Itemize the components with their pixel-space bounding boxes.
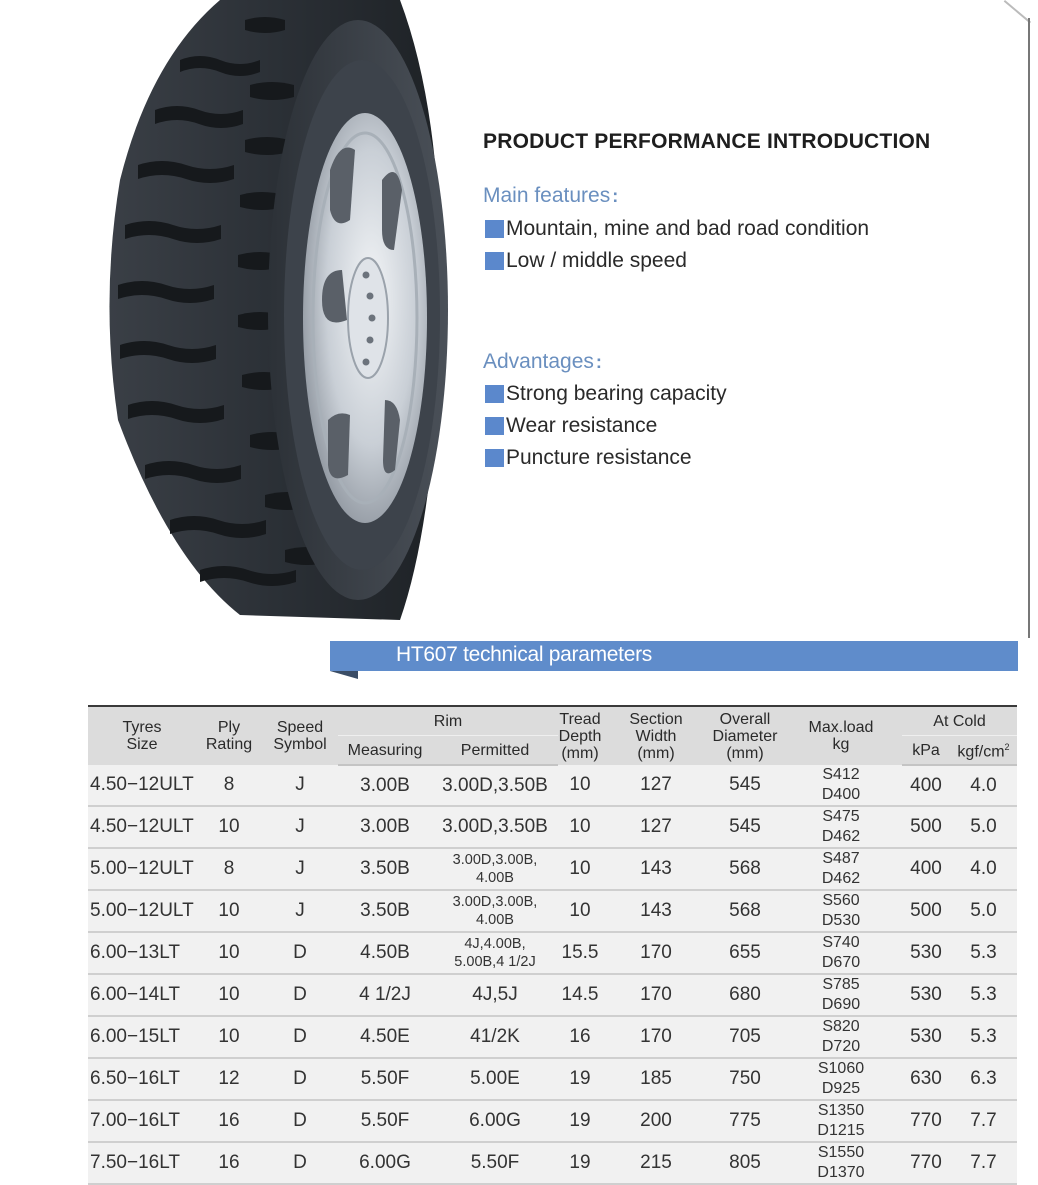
advantage-item: [485, 446, 692, 470]
cell-rim-permitted: [432, 1100, 558, 1142]
cell-rim-permitted: [432, 890, 558, 932]
cell-max-load-line: S785: [822, 976, 860, 993]
main-features-label-text: Main features: [483, 184, 611, 207]
cell-max-load-line: D670: [821, 954, 861, 971]
cell-tyres-size: 7.50−16LT: [88, 1142, 196, 1184]
cell-overall-diameter: 568: [710, 890, 780, 932]
cell-max-load-line: D1370: [817, 1164, 865, 1181]
table-row: [88, 848, 1017, 890]
tyre-illustration-icon: [100, 0, 450, 625]
cell-tread-depth: 15.5: [558, 932, 602, 974]
cell-rim-permitted-line: 5.00B,4 1/2J: [454, 954, 536, 970]
cell-max-load: [780, 932, 902, 974]
header-rim-permitted: Permitted: [432, 736, 558, 766]
cell-rim-permitted-line: 3.00D,3.50B: [442, 774, 548, 796]
cell-overall-diameter: 750: [710, 1058, 780, 1100]
cell-kgf: 5.0: [950, 890, 1017, 932]
cell-speed-symbol: D: [262, 974, 338, 1016]
header-text: Rating: [205, 736, 253, 753]
cell-tyres-size: 5.00−12ULT: [88, 848, 196, 890]
advantage-item-text: Strong bearing capacity: [506, 382, 727, 405]
cell-max-load: [780, 1016, 902, 1058]
cell-tread-depth: 14.5: [558, 974, 602, 1016]
cell-max-load-line: S1350: [817, 1102, 865, 1119]
header-text: Depth: [558, 727, 602, 745]
technical-parameters-table: [88, 705, 1017, 1185]
cell-overall-diameter: 805: [710, 1142, 780, 1184]
cell-speed-symbol: D: [262, 1016, 338, 1058]
header-ply-rating: [196, 706, 262, 765]
cell-kpa: 530: [902, 974, 950, 1016]
cell-ply-rating: 8: [196, 848, 262, 890]
cell-rim-permitted-line: 5.00E: [470, 1068, 520, 1089]
table-row: [88, 890, 1017, 932]
cell-max-load: [780, 1058, 902, 1100]
header-text: Overall: [719, 710, 771, 728]
header-text: Width: [635, 727, 677, 745]
cell-max-load-line: S475: [822, 808, 860, 825]
cell-kpa: 530: [902, 1016, 950, 1058]
cell-rim-permitted-line: 6.00G: [469, 1110, 521, 1131]
cell-max-load-line: D690: [821, 996, 861, 1013]
cell-ply-rating: 10: [196, 1016, 262, 1058]
cell-overall-diameter: 568: [710, 848, 780, 890]
table-row: [88, 1142, 1017, 1184]
cell-kpa: 400: [902, 848, 950, 890]
cell-kpa: 770: [902, 1100, 950, 1142]
header-text: kgf/cm: [957, 743, 1005, 761]
cell-speed-symbol: J: [262, 848, 338, 890]
header-text: Tyres: [122, 719, 162, 736]
header-text: kg: [832, 736, 850, 753]
cell-max-load-line: D462: [821, 828, 861, 845]
feature-item-text: Mountain, mine and bad road condition: [506, 217, 870, 240]
header-text: Tread: [559, 710, 601, 728]
cell-rim-permitted-line: 4.00B: [476, 870, 514, 886]
header-text: Section: [629, 710, 683, 728]
cell-max-load: [780, 806, 902, 848]
header-text: Size: [126, 736, 158, 753]
section-title-ribbon: [330, 641, 1018, 671]
table-row: [88, 932, 1017, 974]
cell-ply-rating: 16: [196, 1142, 262, 1184]
cell-rim-permitted: [432, 765, 558, 806]
cell-rim-measuring: 5.50F: [338, 1100, 432, 1142]
cell-rim-permitted-line: 4J,4.00B,: [464, 936, 526, 952]
header-tread-depth: [558, 706, 602, 765]
header-max-load: [780, 706, 902, 765]
cell-kgf: 7.7: [950, 1142, 1017, 1184]
header-text: Symbol: [273, 736, 327, 753]
cell-tread-depth: 10: [558, 765, 602, 806]
cell-kgf: 7.7: [950, 1100, 1017, 1142]
cell-section-width: 170: [602, 974, 710, 1016]
cell-max-load-line: D1215: [817, 1122, 865, 1139]
cell-overall-diameter: 705: [710, 1016, 780, 1058]
header-text: Ply: [217, 719, 241, 736]
cell-section-width: 200: [602, 1100, 710, 1142]
header-tyres-size: [88, 706, 196, 765]
cell-tread-depth: 10: [558, 806, 602, 848]
cell-tyres-size: 6.00−15LT: [88, 1016, 196, 1058]
bullet-square-icon: [485, 417, 504, 435]
bullet-square-icon: [485, 449, 504, 467]
cell-rim-permitted-line: 3.00D,3.00B,: [452, 852, 538, 868]
cell-rim-permitted-line: 4.00B: [476, 912, 514, 928]
cell-rim-permitted: [432, 1142, 558, 1184]
cell-tread-depth: 10: [558, 848, 602, 890]
cell-tread-depth: 19: [558, 1100, 602, 1142]
page-corner-fold: [1004, 0, 1031, 23]
label-colon: :: [595, 352, 602, 372]
cell-section-width: 170: [602, 932, 710, 974]
cell-tyres-size: 4.50−12ULT: [88, 765, 196, 806]
cell-max-load-line: D462: [821, 870, 861, 887]
cell-rim-permitted: [432, 1058, 558, 1100]
cell-overall-diameter: 545: [710, 765, 780, 806]
cell-tread-depth: 19: [558, 1058, 602, 1100]
cell-rim-measuring: 4 1/2J: [338, 974, 432, 1016]
advantage-item: [485, 382, 727, 406]
cell-rim-permitted-line: 3.00D,3.00B,: [452, 894, 538, 910]
cell-tread-depth: 10: [558, 890, 602, 932]
intro-title: PRODUCT PERFORMANCE INTRODUCTION: [483, 130, 931, 153]
cell-section-width: 143: [602, 890, 710, 932]
feature-item: [485, 249, 687, 273]
cell-max-load-line: S1550: [817, 1144, 865, 1161]
cell-tyres-size: 4.50−12ULT: [88, 806, 196, 848]
cell-max-load: [780, 974, 902, 1016]
cell-rim-permitted-line: 5.50F: [470, 1152, 520, 1173]
cell-kpa: 530: [902, 932, 950, 974]
cell-max-load-line: D720: [821, 1038, 861, 1055]
cell-kgf: 4.0: [950, 765, 1017, 806]
cell-rim-measuring: 3.00B: [338, 765, 432, 806]
cell-section-width: 215: [602, 1142, 710, 1184]
header-text: (mm): [637, 744, 675, 762]
cell-kpa: 500: [902, 806, 950, 848]
cell-ply-rating: 10: [196, 932, 262, 974]
cell-ply-rating: 10: [196, 806, 262, 848]
tyre-image: [100, 0, 450, 625]
cell-tread-depth: 16: [558, 1016, 602, 1058]
cell-rim-permitted-line: 3.00D,3.50B: [442, 816, 548, 837]
cell-ply-rating: 10: [196, 974, 262, 1016]
header-kpa: kPa: [902, 736, 950, 766]
cell-tyres-size: 5.00−12ULT: [88, 890, 196, 932]
cell-ply-rating: 10: [196, 890, 262, 932]
cell-max-load: [780, 765, 902, 806]
header-text: (mm): [561, 744, 599, 762]
cell-max-load-line: S412: [822, 766, 860, 783]
cell-rim-permitted: [432, 848, 558, 890]
header-kgf: [950, 736, 1017, 766]
header-rim: Rim: [338, 706, 558, 736]
cell-kpa: 400: [902, 765, 950, 806]
cell-kgf: 5.3: [950, 974, 1017, 1016]
advantage-item: [485, 414, 657, 438]
cell-kgf: 6.3: [950, 1058, 1017, 1100]
cell-tyres-size: 7.00−16LT: [88, 1100, 196, 1142]
header-overall-diameter: [710, 706, 780, 765]
header-speed-symbol: [262, 706, 338, 765]
cell-rim-measuring: 6.00G: [338, 1142, 432, 1184]
advantage-item-text: Wear resistance: [506, 414, 658, 437]
bullet-square-icon: [485, 252, 504, 270]
cell-rim-permitted: [432, 806, 558, 848]
cell-section-width: 127: [602, 806, 710, 848]
table-body: [88, 765, 1017, 1184]
bullet-square-icon: [485, 385, 504, 403]
bullet-square-icon: [485, 220, 504, 238]
cell-section-width: 185: [602, 1058, 710, 1100]
cell-speed-symbol: D: [262, 1058, 338, 1100]
cell-max-load-line: S1060: [817, 1060, 865, 1077]
cell-speed-symbol: D: [262, 1100, 338, 1142]
feature-item: [485, 217, 869, 241]
table-row: [88, 1016, 1017, 1058]
cell-overall-diameter: 775: [710, 1100, 780, 1142]
main-features-label: [483, 184, 618, 208]
header-section-width: [602, 706, 710, 765]
label-colon: :: [612, 186, 619, 206]
header-text: Speed: [276, 719, 324, 736]
cell-kpa: 630: [902, 1058, 950, 1100]
advantages-label: [483, 350, 602, 374]
cell-max-load-line: D530: [821, 912, 861, 929]
cell-max-load: [780, 1100, 902, 1142]
table-row: [88, 1100, 1017, 1142]
cell-speed-symbol: J: [262, 765, 338, 806]
cell-rim-measuring: 3.50B: [338, 848, 432, 890]
cell-kgf: 5.3: [950, 932, 1017, 974]
header-text: (mm): [726, 744, 764, 762]
cell-speed-symbol: D: [262, 932, 338, 974]
table-row: [88, 765, 1017, 806]
cell-speed-symbol: D: [262, 1142, 338, 1184]
cell-kpa: 500: [902, 890, 950, 932]
cell-section-width: 143: [602, 848, 710, 890]
cell-kgf: 4.0: [950, 848, 1017, 890]
cell-max-load-line: D925: [821, 1080, 861, 1097]
section-title: HT607 technical parameters: [396, 643, 652, 666]
header-at-cold: At Cold: [902, 706, 1017, 736]
cell-overall-diameter: 655: [710, 932, 780, 974]
cell-overall-diameter: 680: [710, 974, 780, 1016]
cell-max-load: [780, 848, 902, 890]
table-row: [88, 806, 1017, 848]
advantage-item-text: Puncture resistance: [506, 446, 692, 469]
cell-section-width: 127: [602, 765, 710, 806]
cell-tread-depth: 19: [558, 1142, 602, 1184]
cell-rim-measuring: 5.50F: [338, 1058, 432, 1100]
cell-max-load-line: S820: [822, 1018, 860, 1035]
cell-section-width: 170: [602, 1016, 710, 1058]
cell-rim-permitted-line: 41/2K: [470, 1026, 520, 1047]
cell-rim-measuring: 4.50E: [338, 1016, 432, 1058]
header-text: Max.load: [808, 719, 874, 736]
cell-ply-rating: 12: [196, 1058, 262, 1100]
cell-kgf: 5.3: [950, 1016, 1017, 1058]
cell-rim-measuring: 3.00B: [338, 806, 432, 848]
header-text: Diameter: [712, 727, 778, 745]
cell-rim-permitted: [432, 932, 558, 974]
header-superscript: 2: [1004, 742, 1010, 753]
cell-rim-permitted: [432, 1016, 558, 1058]
ribbon-fold-decoration: [330, 671, 358, 679]
advantages-label-text: Advantages: [483, 350, 594, 373]
cell-rim-measuring: 4.50B: [338, 932, 432, 974]
cell-rim-measuring: 3.50B: [338, 890, 432, 932]
cell-rim-permitted-line: 4J,5J: [472, 984, 518, 1005]
table-row: [88, 1058, 1017, 1100]
cell-tyres-size: 6.00−13LT: [88, 932, 196, 974]
cell-max-load: [780, 890, 902, 932]
cell-max-load-line: S740: [822, 934, 860, 951]
cell-tyres-size: 6.00−14LT: [88, 974, 196, 1016]
table-row: [88, 974, 1017, 1016]
cell-kgf: 5.0: [950, 806, 1017, 848]
cell-tyres-size: 6.50−16LT: [88, 1058, 196, 1100]
feature-item-text: Low / middle speed: [506, 249, 687, 272]
cell-kpa: 770: [902, 1142, 950, 1184]
cell-rim-permitted: [432, 974, 558, 1016]
cell-overall-diameter: 545: [710, 806, 780, 848]
cell-max-load-line: D400: [821, 786, 861, 803]
cell-ply-rating: 8: [196, 765, 262, 806]
cell-speed-symbol: J: [262, 806, 338, 848]
cell-max-load-line: S487: [822, 850, 860, 867]
cell-ply-rating: 16: [196, 1100, 262, 1142]
header-rim-measuring: Measuring: [338, 736, 432, 766]
cell-max-load: [780, 1142, 902, 1184]
page-edge-line: [1028, 18, 1030, 638]
cell-speed-symbol: J: [262, 890, 338, 932]
cell-max-load-line: S560: [822, 892, 860, 909]
